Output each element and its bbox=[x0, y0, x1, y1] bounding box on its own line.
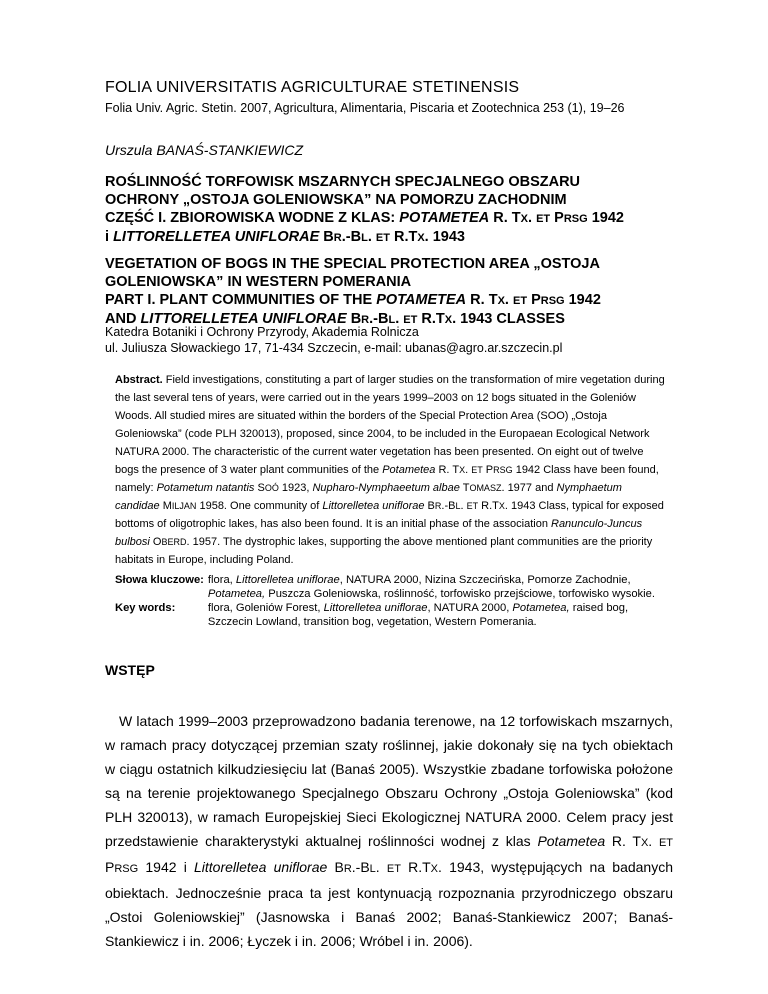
abs-t7: 1923, bbox=[278, 482, 313, 494]
ten3i: 1942 bbox=[564, 292, 601, 308]
ten4j: X bbox=[444, 314, 453, 326]
abs-t10: M bbox=[159, 500, 172, 512]
ten3a: PART I. PLANT COMMUNITIES OF THE bbox=[105, 292, 377, 308]
kwen-i2: Potametea, bbox=[512, 602, 570, 614]
tpl3f: ET bbox=[536, 213, 551, 225]
ten4f: L bbox=[388, 314, 396, 326]
body-i2: Littorelletea uniflorae bbox=[194, 859, 328, 875]
section-heading: WSTĘP bbox=[105, 662, 155, 678]
keywords-pl-value bbox=[208, 573, 663, 601]
kwen-t3: raised bog, Szczecin Lowland, transition bog, vegetation, Western Pomerania. bbox=[207, 602, 629, 628]
abs-s6: ILJAN bbox=[171, 501, 197, 511]
body-t7: .-B bbox=[351, 859, 370, 875]
body-s2: ET bbox=[658, 837, 673, 849]
abs-t9: . 1977 and bbox=[501, 482, 557, 494]
ten3g: P bbox=[527, 292, 541, 308]
ten3e: . bbox=[504, 292, 513, 308]
abs-s8: L bbox=[455, 501, 461, 511]
abs-s9: ET bbox=[466, 501, 479, 511]
tpl4i: R.T bbox=[389, 229, 418, 245]
ten4g: . bbox=[395, 311, 404, 327]
tpl3h: RSG bbox=[563, 213, 588, 225]
title-polish bbox=[105, 173, 685, 247]
kwpl-t2: , NATURA 2000, Nizina Szczecińska, Pomorze Zachodnie, bbox=[339, 574, 631, 586]
abs-t13: .-B bbox=[441, 500, 456, 512]
title-en-line-2: GOLENIOWSKA” IN WESTERN POMERANIA bbox=[105, 274, 412, 290]
title-en-line-1: VEGETATION OF BOGS IN THE SPECIAL PROTECTION AREA „OSTOJA bbox=[105, 256, 600, 272]
keywords-en-row bbox=[115, 601, 663, 629]
abstract-label: Abstract. bbox=[115, 374, 163, 386]
abs-t2: R. T bbox=[435, 464, 460, 476]
ten3h: RSG bbox=[540, 295, 565, 307]
abs-s10: X bbox=[498, 501, 505, 511]
body-i1: Potametea bbox=[537, 833, 606, 849]
tpl3i: 1942 bbox=[587, 210, 624, 226]
tpl3a: CZĘŚĆ I. ZBIOROWISKA WODNE Z KLAS: bbox=[105, 210, 400, 226]
keywords-en-label: Key words: bbox=[115, 602, 176, 614]
abstract bbox=[115, 371, 667, 569]
tpl4f: L bbox=[361, 232, 368, 244]
kwpl-t3: Puszcza Goleniowska, roślinność, torfowisko przejściowe, torfowisko wysokie. bbox=[265, 588, 655, 600]
title-pl-line-4 bbox=[105, 228, 685, 247]
abs-s5: OMASZ bbox=[469, 483, 502, 493]
tpl4h: ET bbox=[375, 232, 390, 244]
tpl4j: X bbox=[417, 232, 425, 244]
ten4d: R bbox=[361, 314, 370, 326]
title-en-line-3 bbox=[105, 291, 685, 310]
abs-t11: 1958. One community of bbox=[196, 500, 323, 512]
citation-line: Folia Univ. Agric. Stetin. 2007, Agricultura, Alimentaria, Piscaria et Zootechnica 253 (1), 19–26 bbox=[105, 101, 625, 115]
abs-i5: Littorelletea uniflorae bbox=[322, 500, 425, 512]
body-t10: . 1943, występujących na badanych obiektach. Jednocześnie praca ta jest kontynuacją rozpoznania przyrodniczego obszaru „Ostoi Goleniowskiej” (Jasnowska i Banaś 2002; Banaś-Stankiewicz 2007; Banaś-Stankiewicz i in. 2006; Łyczek i in. 2006; Wróbel i in. 2006). bbox=[105, 859, 674, 949]
abs-t16: . 1943 Class, typical for exposed bottoms of oligotrophic lakes, has also been found. It is an initial phase of the association bbox=[115, 500, 664, 530]
abs-t17: O bbox=[149, 536, 162, 548]
ten3f: ET bbox=[512, 295, 528, 307]
body-t3: . bbox=[648, 833, 659, 849]
abs-i3: Nupharo-Nymphaeetum albae bbox=[312, 482, 460, 494]
ten3b: POTAMETEA bbox=[376, 292, 467, 308]
tpl3d: X bbox=[520, 213, 529, 225]
body-s3: RSG bbox=[114, 863, 139, 875]
abs-s3: RSG bbox=[493, 465, 513, 475]
abs-t12: B bbox=[424, 500, 435, 512]
keywords-pl-row bbox=[115, 573, 663, 601]
body-s5: L bbox=[369, 863, 376, 875]
abs-t14: . bbox=[460, 500, 467, 512]
title-pl-line-3 bbox=[105, 209, 685, 228]
keywords-pl-label: Słowa kluczowe: bbox=[115, 574, 204, 586]
body-s7: X bbox=[430, 863, 439, 875]
ten3c: R. T bbox=[466, 292, 498, 308]
abs-i1: Potametea bbox=[382, 464, 436, 476]
abs-t3: . bbox=[465, 464, 472, 476]
ten4i: R.T bbox=[417, 311, 445, 327]
body-t6: B bbox=[327, 859, 344, 875]
ten4c: B bbox=[346, 311, 362, 327]
affiliation-line-1: Katedra Botaniki i Ochrony Przyrody, Akademia Rolnicza bbox=[105, 325, 419, 339]
ten4a: AND bbox=[105, 311, 141, 327]
abs-s4: OÓ bbox=[264, 483, 279, 493]
title-english bbox=[105, 255, 685, 329]
tpl3b: POTAMETEA bbox=[399, 210, 490, 226]
abs-t4: P bbox=[482, 464, 494, 476]
ten3d: X bbox=[497, 295, 505, 307]
abs-i6: Ranunculo-Juncus bulbosi bbox=[115, 518, 643, 548]
body-t8: . bbox=[375, 859, 387, 875]
abs-t6: S bbox=[254, 482, 265, 494]
tpl4e: .-B bbox=[341, 229, 362, 245]
tpl3g: P bbox=[550, 210, 564, 226]
abs-s7: R bbox=[434, 501, 442, 511]
ten4e: .-B bbox=[369, 311, 389, 327]
kwen-t1: flora, Goleniów Forest, bbox=[207, 602, 324, 614]
ten4b: LITTORELLETEA UNIFLORAE bbox=[140, 311, 347, 327]
tpl3e: . bbox=[528, 210, 537, 226]
body-t4: P bbox=[105, 859, 115, 875]
body-s1: X bbox=[640, 837, 649, 849]
tpl4c: B bbox=[319, 229, 334, 245]
abs-i2: Potametum natantis bbox=[156, 482, 255, 494]
body-t1: W latach 1999–2003 przeprowadzono badania terenowe, na 12 torfowiskach mszarnych, w ramach pracy dotyczącej przemian szaty roślinnej, jakie dokonały się na tych obiektach w ciągu ostatnich kilkudziesięciu lat (Banaś 2005). Wszystkie zbadane torfowiska położone są na terenie projektowanego Specjalnego Obszaru Ochrony „Ostoja Goleniowska” (kod PLH 320013), w ramach Europejskiej Sieci Ekologicznej NATURA 2000. Celem pracy jest przedstawienie charakterystyki aktualnej roślinności wodnej z klas bbox=[105, 713, 673, 849]
abs-t8: T bbox=[459, 482, 470, 494]
affiliation bbox=[105, 324, 562, 356]
body-s4: R bbox=[343, 863, 352, 875]
abs-t1: Field investigations, constituting a part of larger studies on the transformation of mire vegetation during the last several tens of years, were carried out in the years 1999–2003 on 12 bogs situated in the Goleniów Woods. All studied mires are situated within the borders of the Special Protection Area (SOO) „Ostoja Goleniowska” (code PLH 320013), proposed, since 2004, to be included in the Europaean Ecological Network NATURA 2000. The characteristic of the current water vegetation has been presented. On eight out of twelve bogs the presence of 3 water plant communities of the bbox=[115, 374, 665, 476]
kwpl-t1: flora, bbox=[207, 574, 236, 586]
body-text bbox=[105, 709, 673, 953]
ten4k: . 1943 CLASSES bbox=[452, 311, 565, 327]
kwen-i1: Littorelletea uniflorae bbox=[323, 602, 428, 614]
abs-t15: R.T bbox=[478, 500, 499, 512]
body-s6: ET bbox=[386, 863, 401, 875]
kwen-t2: , NATURA 2000, bbox=[427, 602, 513, 614]
author-name: Urszula BANAŚ-STANKIEWICZ bbox=[105, 142, 304, 158]
tpl4a: i bbox=[105, 229, 114, 245]
body-t9: R.T bbox=[400, 859, 431, 875]
abs-i4: Nymphaetum candidae bbox=[115, 482, 622, 512]
abs-s11: BERD bbox=[161, 537, 187, 547]
abs-t5: 1942 Class have been found, namely: bbox=[115, 464, 659, 494]
body-t2: R. T bbox=[605, 833, 641, 849]
keywords-en-value bbox=[208, 601, 663, 629]
kwpl-i2: Potametea, bbox=[207, 588, 266, 600]
abs-s1: X bbox=[459, 465, 466, 475]
tpl3c: R. T bbox=[489, 210, 521, 226]
body-paragraph bbox=[105, 709, 673, 953]
journal-name: FOLIA UNIVERSITATIS AGRICULTURAE STETINENSIS bbox=[105, 79, 520, 96]
tpl4k: . 1943 bbox=[424, 229, 465, 245]
tpl4b: LITTORELLETEA UNIFLORAE bbox=[113, 229, 320, 245]
tpl4g: . bbox=[367, 229, 376, 245]
kwpl-i1: Littorelletea uniflorae bbox=[235, 574, 340, 586]
ten4h: ET bbox=[403, 314, 418, 326]
title-pl-line-1: ROŚLINNOŚĆ TORFOWISK MSZARNYCH SPECJALNEGO OBSZARU bbox=[105, 174, 581, 190]
tpl4d: R bbox=[333, 232, 342, 244]
abs-t18: . 1957. The dystrophic lakes, supporting the above mentioned plant communities are the priority habitats in Europe, including Poland. bbox=[115, 536, 653, 566]
affiliation-line-2: ul. Juliusza Słowackiego 17, 71-434 Szczecin, e-mail: ubanas@agro.ar.szczecin.pl bbox=[105, 341, 563, 355]
abs-s2: ET bbox=[471, 465, 483, 475]
body-t5: 1942 i bbox=[138, 859, 194, 875]
title-pl-line-2: OCHRONY „OSTOJA GOLENIOWSKA” NA POMORZU ZACHODNIM bbox=[105, 192, 567, 208]
keywords-table bbox=[115, 573, 663, 629]
